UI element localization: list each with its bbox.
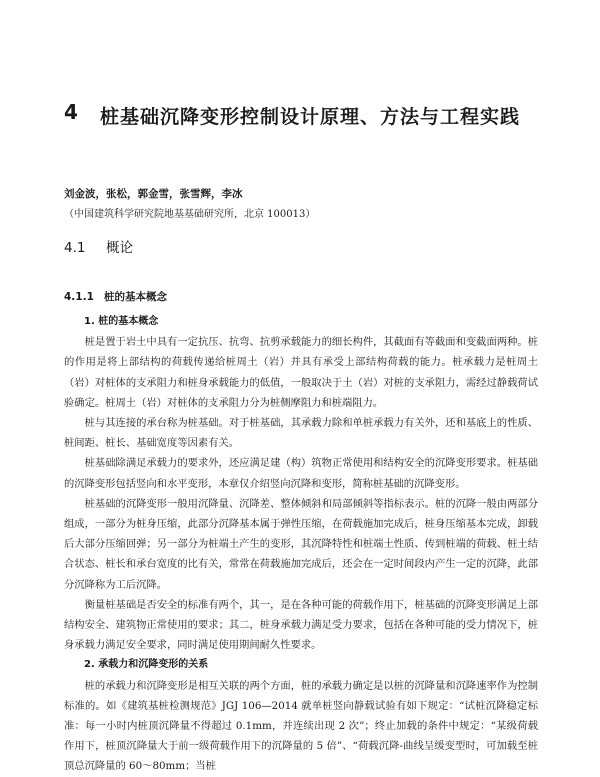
- paragraph: 桩的承载力和沉降变形是相互关联的两个方面，桩的承载力确定是以桩的沉降量和沉降速率作为控制标准的。如《建筑基桩检测规范》JGJ 106—2014 就单桩竖向静载试验有如下规定：“试桩沉降稳定标准：每一小时内桩顶沉降量不得超过 0.1mm，并连续出现 2 次”；终止加载的条件中规定：“某级荷载作用下，桩顶沉降量大于前一级荷载作用下的沉降量的 5 倍”、“荷载沉降-曲线呈缓变型时，可加载至桩顶总沉降量的 60～80mm；当桩: [64, 679, 538, 773]
- section-heading: [64, 236, 133, 256]
- paragraph: 衡量桩基础是否安全的标准有两个，其一，是在各种可能的荷载作用下，桩基础的沉降变形满足上部结构安全、建筑物正常使用的要求；其二，桩身承载力满足受力要求，包括在各种可能的受力情况下，桩身承载力满足安全要求，同时满足使用期间耐久性要求。: [64, 598, 538, 652]
- paragraph-heading: 1. 桩的基本概念: [84, 316, 159, 327]
- subsection-heading: [64, 289, 167, 304]
- paragraph: 桩是置于岩土中具有一定抗压、抗弯、抗剪承载能力的细长构件，其截面有等截面和变截面两种。桩的作用是将上部结构的荷载传递给桩周土（岩）并具有承受上部结构荷载的能力。桩承载力是桩周土（岩）对桩体的支承阻力和桩身承载能力的低值，一般取决于土（岩）对桩的支承阻力，需经过静载荷试验确定。桩周土（岩）对桩体的支承阻力分为桩侧摩阻力和桩端阻力。: [64, 336, 538, 409]
- subsection-number: 4.1.1: [64, 291, 94, 303]
- body-text: [64, 312, 538, 777]
- paragraph: 桩基础除满足承载力的要求外，还应满足建（构）筑物正常使用和结构安全的沉降变形要求。桩基础的沉降变形包括竖向和水平变形，本章仅介绍竖向沉降和变形，简称桩基础的沉降变形。: [64, 457, 538, 490]
- section-title: 概论: [106, 240, 133, 256]
- paragraph: 桩基础的沉降变形一般用沉降量、沉降差、整体倾斜和局部倾斜等指标表示。桩的沉降一般由两部分组成，一部分为桩身压缩，此部分沉降基本属于弹性压缩，在荷载施加完成后，桩身压缩基本完成，卸载后大部分压缩回弹；另一部分为桩端土产生的变形，其沉降特性和桩端土性质、传到桩端的荷载、桩土结合状态、桩长和承台宽度的比有关，常常在荷载施加完成后，还会在一定时间段内产生一定的沉降，此部分沉降称为工后沉降。: [64, 497, 538, 591]
- paragraph-heading: 2. 承载力和沉降变形的关系: [84, 659, 209, 671]
- chapter-number: 4: [64, 100, 78, 124]
- subsection-title: 桩的基本概念: [104, 291, 167, 303]
- author-list: 刘金波，张松，郭金雪，张雪辉，李冰: [64, 188, 243, 200]
- paragraph: 桩与其连接的承台称为桩基础。对于桩基础，其承载力除和单桩承载力有关外，还和基底上的性质、桩间距、桩长、基础宽度等因素有关。: [64, 417, 538, 450]
- author-affiliation: （中国建筑科学研究院地基基础研究所，北京 100013）: [64, 209, 316, 220]
- section-number: 4.1: [64, 240, 86, 256]
- chapter-title: 桩基础沉降变形控制设计原理、方法与工程实践: [100, 106, 521, 128]
